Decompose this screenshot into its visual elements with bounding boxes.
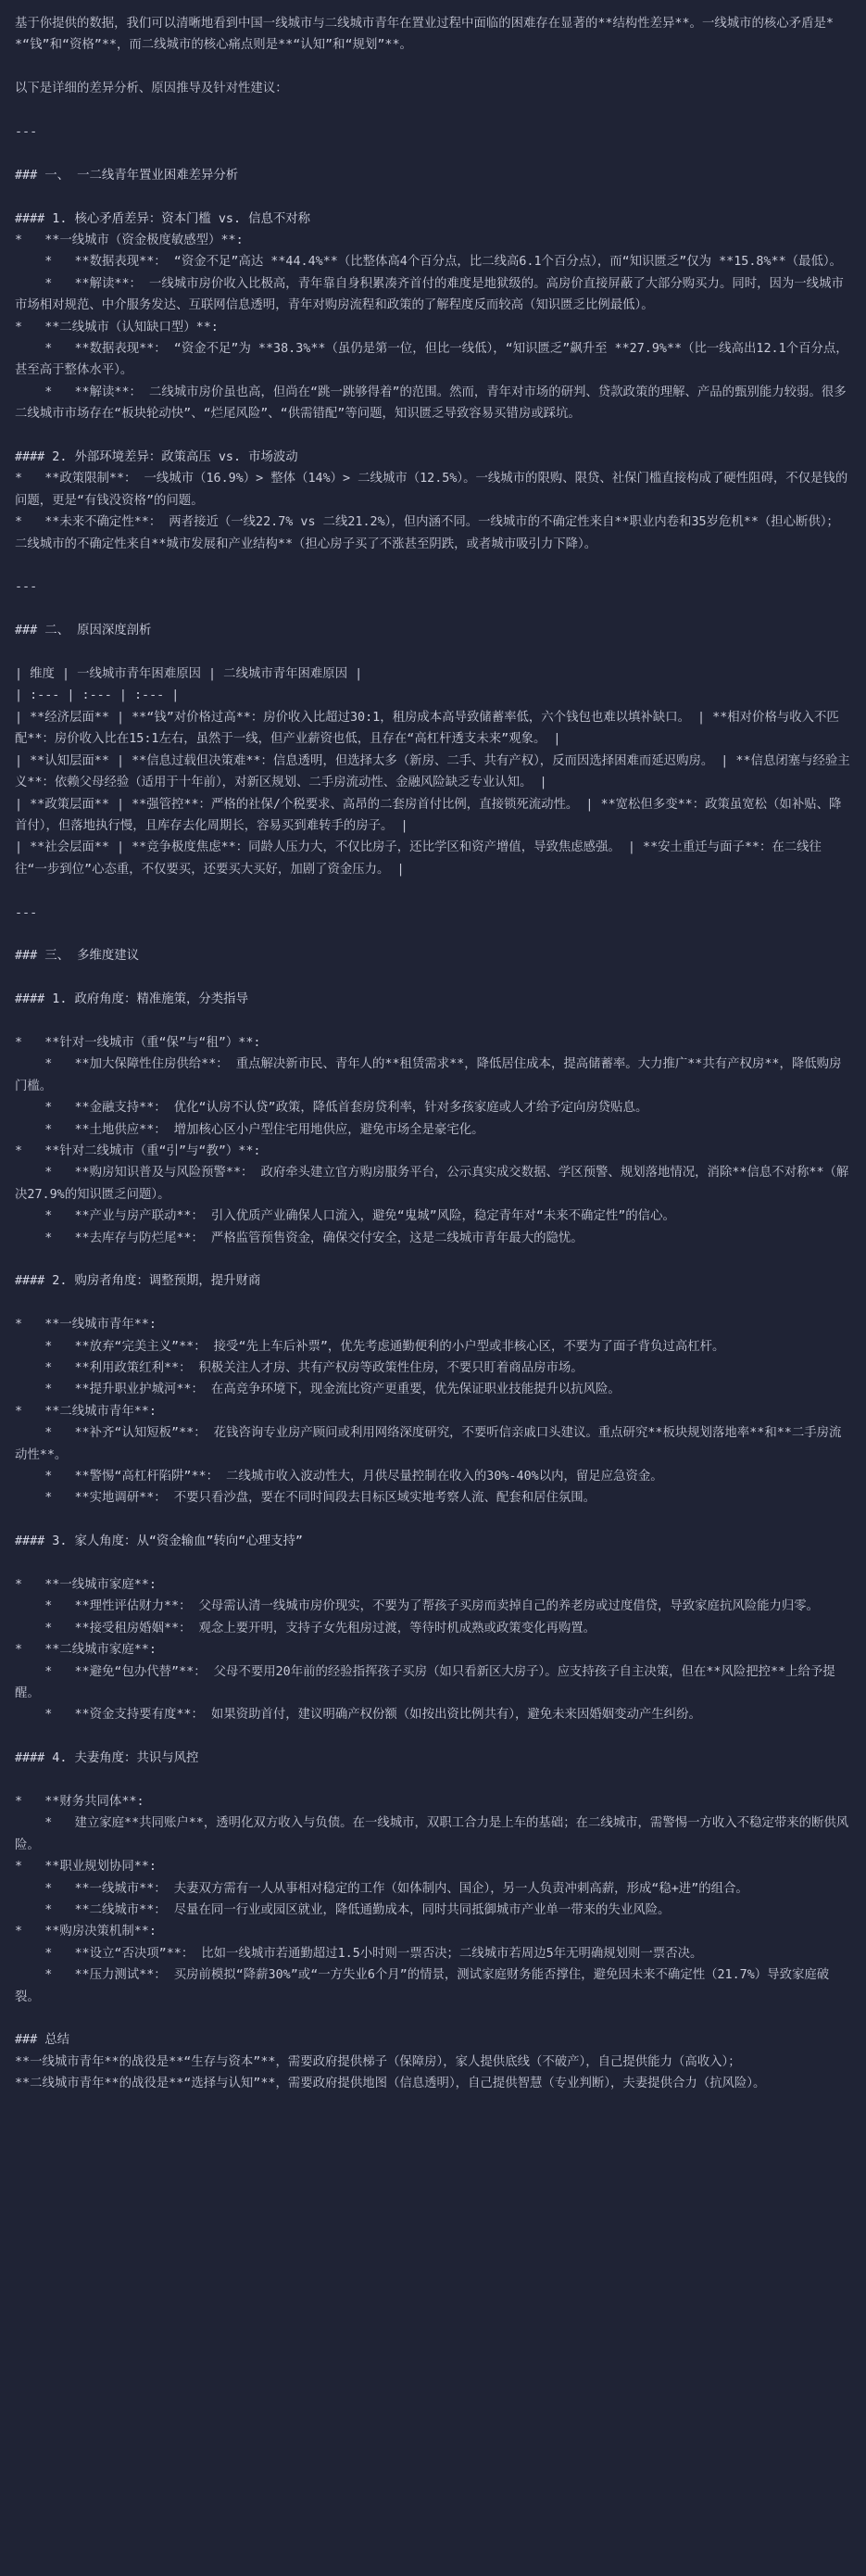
- blank-line: [15, 1726, 851, 1748]
- list-item: * **二线城市（认知缺口型）**:: [15, 320, 219, 335]
- list-item: * **未来不确定性**： 两者接近（一线22.7% vs 二线21.2%），但内涵不同。一线城市的不确定性来自**职业内卷和35岁危机**（担心断供）；二线城市的不确定性来自**城市发展和产业结构**（担心房子买了不涨甚至阴跌，或者城市吸引力下降）。: [15, 515, 839, 551]
- rule-line: ---: [15, 905, 38, 920]
- table-line: | **社会层面** | **竞争极度焦虑**：同龄人压力大，不仅比房子，还比学区和资产增值，导致焦虑感强。 | **安土重迁与面子**：在二线往往“一步到位”心态重，不仅要买，还要买大买好，加剧了资金压力。 |: [15, 840, 822, 877]
- table-line: | **政策层面** | **强管控**：严格的社保/个税要求、高昂的二套房首付比例，直接锁死流动性。 | **宽松但多变**：政策虽宽松（如补贴、降首付），但落地执行慢，且库存去化周期长，容易买到难转手的房子。 |: [15, 797, 842, 833]
- list-item: * **针对二线城市（重“引”与“教”）**:: [15, 1143, 261, 1158]
- blank-line: [15, 880, 851, 902]
- list-item: * **一线城市青年**:: [15, 1318, 157, 1332]
- blank-line: [15, 1293, 851, 1314]
- list-item: **一线城市青年**的战役是**“生存与资本”**，需要政府提供梯子（保障房），家人提供底线（不破产），自己提供能力（高收入）；: [15, 2054, 741, 2069]
- blank-line: [15, 924, 851, 945]
- list-item: * **财务共同体**:: [15, 1795, 144, 1810]
- text-line: 以下是详细的差异分析、原因推导及针对性建议：: [15, 82, 288, 96]
- heading-line: ### 总结: [15, 2033, 70, 2048]
- heading-line: ### 三、 多维度建议: [15, 949, 140, 964]
- table-line: | **认知层面** | **信息过载但决策难**：信息透明，但选择太多（新房、二手、共有产权），反而因选择困难而延迟购房。 | **信息闭塞与经验主义**：依赖父母经验（适用于十年前），对新区规划、二手房流动性、金融风险缺乏专业认知。 |: [15, 753, 850, 790]
- blank-line: [15, 555, 851, 576]
- list-item: * **加大保障性住房供给**： 重点解决新市民、青年人的**租赁需求**，降低居住成本，提高储蓄率。大力推广**共有产权房**，降低购房门槛。: [15, 1057, 842, 1093]
- list-item: * **二线城市青年**:: [15, 1404, 157, 1419]
- list-item: * **政策限制**： 一线城市（16.9%）> 整体（14%）> 二线城市（12.5%）。一线城市的限购、限贷、社保门槛直接构成了硬性阻碍，不仅是钱的问题，更是“有钱没资格”的问题。: [15, 472, 848, 508]
- heading-line: #### 1. 政府角度：精准施策，分类指导: [15, 992, 248, 1007]
- blank-line: [15, 2008, 851, 2029]
- list-item: * **职业规划协同**:: [15, 1860, 157, 1875]
- list-item: * **设立“否决项”**： 比如一线城市若通勤超过1.5小时则一票否决；二线城市若周边5年无明确规划则一票否决。: [15, 1946, 703, 1961]
- list-item: * **土地供应**： 增加核心区小户型住宅用地供应，避免市场全是豪宅化。: [15, 1122, 484, 1137]
- list-item: * **一线城市家庭**:: [15, 1578, 157, 1592]
- rule-line: ---: [15, 580, 38, 595]
- list-item: * **理性评估财力**： 父母需认清一线城市房价现实，不要为了帮孩子买房而卖掉自己的养老房或过度借贷，导致家庭抗风险能力归零。: [15, 1599, 820, 1614]
- list-item: * **放弃“完美主义”**： 接受“先上车后补票”，优先考虑通勤便利的小户型或非核心区，不要为了面子背负过高杠杆。: [15, 1339, 725, 1354]
- blank-line: [15, 1553, 851, 1574]
- heading-line: #### 2. 购房者角度：调整预期，提升财商: [15, 1274, 261, 1289]
- list-item: **二线城市青年**的战役是**“选择与认知”**，需要政府提供地图（信息透明），自己提供智慧（专业判断），夫妻提供合力（抗风险）。: [15, 2077, 766, 2091]
- blank-line: [15, 186, 851, 208]
- rule-line: ---: [15, 125, 38, 139]
- table-line: | :--- | :--- | :--- |: [15, 688, 180, 703]
- list-item: * **提升职业护城河**： 在高竞争环境下，现金流比资产更重要，优先保证职业技能提升以抗风险。: [15, 1383, 621, 1397]
- list-item: * **解读**： 一线城市房价收入比极高，青年靠自身积累凑齐首付的难度是地狱级的。高房价直接屏蔽了大部分购买力。同时，因为一线城市市场相对规范、中介服务发达、互联网信息透明，青年对购房流程和政策的了解程度反而较高（知识匮乏比例最低）。: [15, 276, 844, 313]
- heading-line: #### 1. 核心矛盾差异：资本门槛 vs. 信息不对称: [15, 211, 311, 226]
- list-item: * **一线城市**： 夫妻双方需有一人从事相对稳定的工作（如体制内、国企），另一人负责冲刺高薪，形成“稳+进”的组合。: [15, 1881, 748, 1896]
- list-item: * **利用政策红利**： 积极关注人才房、共有产权房等政策性住房，不要只盯着商品房市场。: [15, 1360, 584, 1375]
- list-item: * **金融支持**： 优化“认房不认贷”政策，降低首套房贷利率，针对多孩家庭或人才给予定向房贷贴息。: [15, 1101, 648, 1116]
- blank-line: [15, 1249, 851, 1270]
- list-item: * **二线城市家庭**:: [15, 1643, 157, 1658]
- list-item: * 建立家庭**共同账户**，透明化双方收入与负债。在一线城市，双职工合力是上车的基础；在二线城市，需警惕一方收入不稳定带来的断供风险。: [15, 1816, 849, 1852]
- list-item: * **产业与房产联动**： 引入优质产业确保人口流入，避免“鬼城”风险，稳定青年对“未来不确定性”的信心。: [15, 1209, 675, 1224]
- table-line: | 维度 | 一线城市青年困难原因 | 二线城市青年困难原因 |: [15, 667, 363, 682]
- blank-line: [15, 599, 851, 620]
- blank-line: [15, 642, 851, 663]
- blank-line: [15, 967, 851, 989]
- heading-line: ### 二、 原因深度剖析: [15, 624, 152, 638]
- list-item: * **资金支持要有度**： 如果资助首付，建议明确产权份额（如按出资比例共有），避免未来因婚姻变动产生纠纷。: [15, 1708, 701, 1723]
- blank-line: [15, 1011, 851, 1032]
- list-item: * **二线城市**： 尽量在同一行业或园区就业，降低通勤成本，同时共同抵御城市产业单一带来的失业风险。: [15, 1903, 671, 1918]
- table-line: | **经济层面** | **“钱”对价格过高**：房价收入比超过30:1，租房成本高导致储蓄率低，六个钱包也难以填补缺口。 | **相对价格与收入不匹配**：房价收入比在15:1左右，虽然于一线，但产业薪资也低，且存在“高杠杆透支未来”观象。 |: [15, 710, 839, 747]
- list-item: * **解读**： 二线城市房价虽也高，但尚在“跳一跳够得着”的范围。然而，青年对市场的研判、贷款政策的理解、产品的甄别能力较弱。很多二线城市市场存在“板块轮动快”、“烂尾风险”、“供需错配”等问题，知识匮乏导致容易买错房或踩坑。: [15, 385, 847, 422]
- blank-line: [15, 1770, 851, 1791]
- list-item: * **针对一线城市（重“保”与“租”）**:: [15, 1035, 261, 1050]
- list-item: * **补齐“认知短板”**： 花钱咨询专业房产顾问或利用网络深度研究，不要听信亲戚口头建议。重点研究**板块规划落地率**和**二手房流动性**。: [15, 1426, 842, 1462]
- list-item: * **购房知识普及与风险预警**： 政府牵头建立官方购房服务平台，公示真实成交数据、学区预警、规划落地情况，消除**信息不对称**（解决27.9%的知识匮乏问题）。: [15, 1166, 849, 1202]
- list-item: * **压力测试**： 买房前模拟“降薪30%”或“一方失业6个月”的情景，测试家庭财务能否撑住，避免因未来不确定性（21.7%）导致家庭破裂。: [15, 1968, 830, 2004]
- list-item: * **去库存与防烂尾**： 严格监管预售资金，确保交付安全，这是二线城市青年最大的隐忧。: [15, 1231, 584, 1245]
- list-item: * **警惕“高杠杆陷阱”**： 二线城市收入波动性大，月供尽量控制在收入的30%-40%以内，留足应急资金。: [15, 1470, 663, 1484]
- list-item: * **购房决策机制**:: [15, 1925, 157, 1939]
- heading-line: #### 2. 外部环境差异：政策高压 vs. 市场波动: [15, 450, 298, 465]
- blank-line: [15, 143, 851, 164]
- blank-line: [15, 425, 851, 447]
- list-item: * **接受租房婚姻**： 观念上要开明，支持子女先租房过渡，等待时机成熟或政策变化再购置。: [15, 1621, 596, 1635]
- list-item: * **避免“包办代替”**： 父母不要用20年前的经验指挥孩子买房（如只看新区大房子）。应支持孩子自主决策，但在**风险把控**上给予提醒。: [15, 1664, 835, 1701]
- list-item: * **数据表现**： “资金不足”为 **38.3%**（虽仍是第一位，但比一线低），“知识匮乏”飙升至 **27.9%**（比一线高出12.1个百分点，甚至高于整体水平）。: [15, 342, 848, 378]
- list-item: * **一线城市（资金极度敏感型）**:: [15, 234, 244, 247]
- list-item: * **实地调研**： 不要只看沙盘，要在不同时间段去目标区域实地考察人流、配套和居住氛围。: [15, 1491, 596, 1506]
- list-item: * **数据表现**： “资金不足”高达 **44.4%**（比整体高4个百分点，比二线高6.1个百分点），而“知识匮乏”仅为 **15.8%**（最低）。: [15, 255, 842, 270]
- blank-line: [15, 1509, 851, 1531]
- blank-line: [15, 57, 851, 78]
- heading-line: ### 一、 一二线青年置业困难差异分析: [15, 168, 239, 183]
- heading-line: #### 3. 家人角度：从“资金输血”转向“心理支持”: [15, 1534, 303, 1549]
- blank-line: [15, 100, 851, 121]
- heading-line: #### 4. 夫妻角度：共识与风控: [15, 1751, 199, 1766]
- text-line: 基于你提供的数据，我们可以清晰地看到中国一线城市与二线城市青年在置业过程中面临的困难存在显著的**结构性差异**。一线城市的核心矛盾是**“钱”和“资格”**，而二线城市的核心痛点则是**“认知”和“规划”**。: [15, 17, 834, 53]
